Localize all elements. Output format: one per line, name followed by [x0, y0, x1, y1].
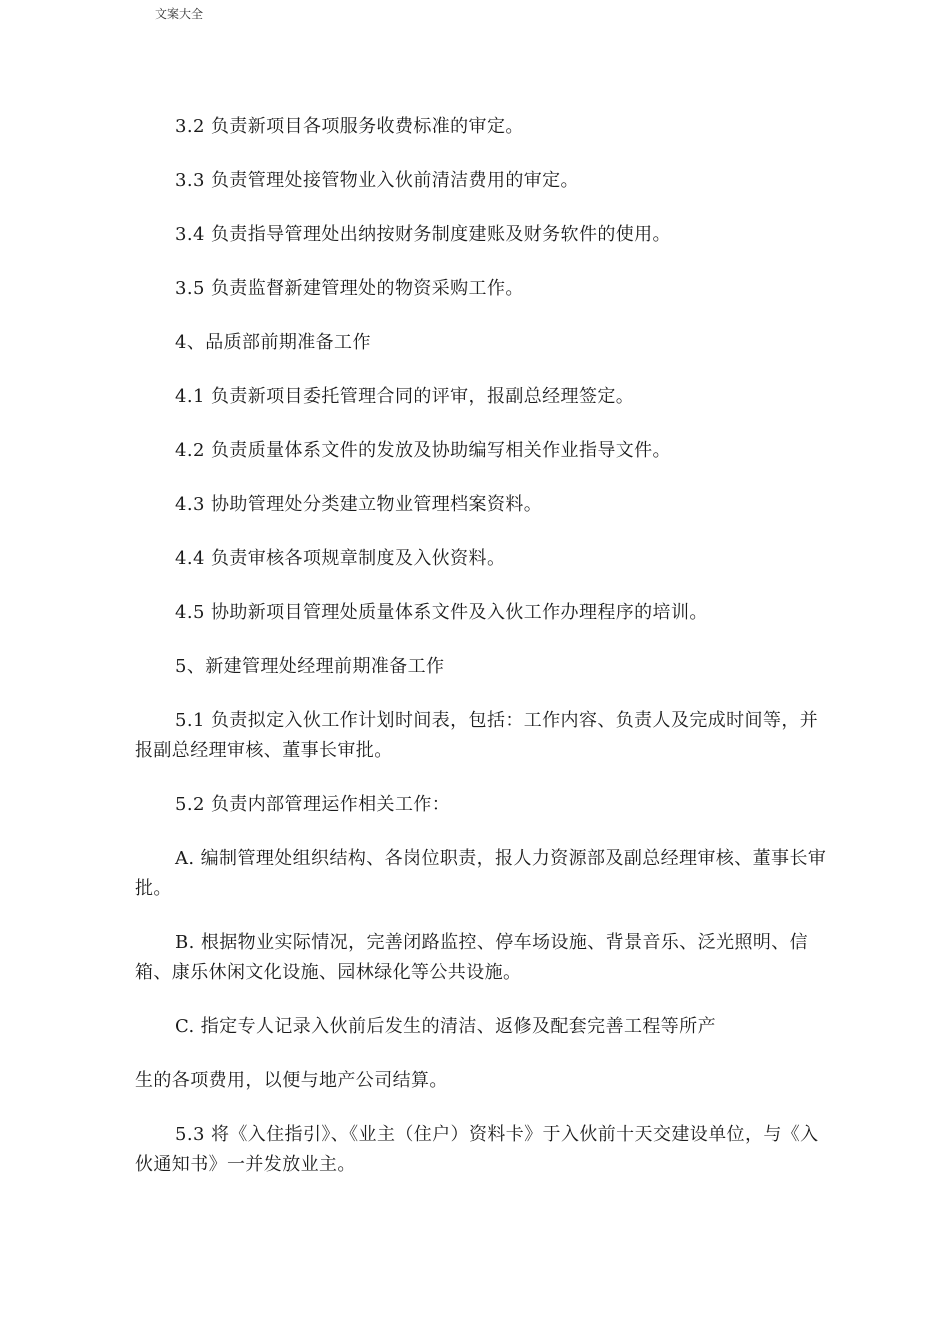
paragraph-4-5: 4.5 协助新项目管理处质量体系文件及入伙工作办理程序的培训。	[175, 602, 708, 623]
section-heading-4: 4、品质部前期准备工作	[175, 332, 371, 353]
paragraph-3-5: 3.5 负责监督新建管理处的物资采购工作。	[175, 278, 524, 299]
list-item-b: B. 根据物业实际情况，完善闭路监控、停车场设施、背景音乐、泛光照明、信箱、康乐休闲文化设施、园林绿化等公共设施。	[135, 932, 809, 983]
section-heading-5: 5、新建管理处经理前期准备工作	[175, 656, 445, 677]
list-item-c: C. 指定专人记录入伙前后发生的清洁、返修及配套完善工程等所产	[175, 1016, 716, 1037]
document-body	[135, 112, 835, 1180]
header-watermark: 文案大全	[155, 7, 204, 21]
paragraph-3-3: 3.3 负责管理处接管物业入伙前清洁费用的审定。	[175, 170, 579, 191]
paragraph-5-2: 5.2 负责内部管理运作相关工作：	[175, 794, 451, 815]
paragraph-3-4: 3.4 负责指导管理处出纳按财务制度建账及财务软件的使用。	[175, 224, 671, 245]
paragraph-4-2: 4.2 负责质量体系文件的发放及协助编写相关作业指导文件。	[175, 440, 671, 461]
list-item-a: A. 编制管理处组织结构、各岗位职责，报人力资源部及副总经理审核、董事长审批。	[135, 848, 827, 899]
paragraph-5-1: 5.1 负责拟定入伙工作计划时间表，包括：工作内容、负责人及完成时间等，并报副总经理审核、董事长审批。	[135, 710, 819, 761]
paragraph-4-1: 4.1 负责新项目委托管理合同的评审，报副总经理签定。	[175, 386, 635, 407]
paragraph-4-3: 4.3 协助管理处分类建立物业管理档案资料。	[175, 494, 543, 515]
paragraph-4-4: 4.4 负责审核各项规章制度及入伙资料。	[175, 548, 506, 569]
list-item-c-continuation: 生的各项费用，以便与地产公司结算。	[135, 1070, 448, 1091]
paragraph-3-2: 3.2 负责新项目各项服务收费标准的审定。	[175, 116, 524, 137]
paragraph-5-3: 5.3 将《入住指引》、《业主（住户）资料卡》于入伙前十天交建设单位，与《入伙通知书》一并发放业主。	[135, 1124, 819, 1175]
